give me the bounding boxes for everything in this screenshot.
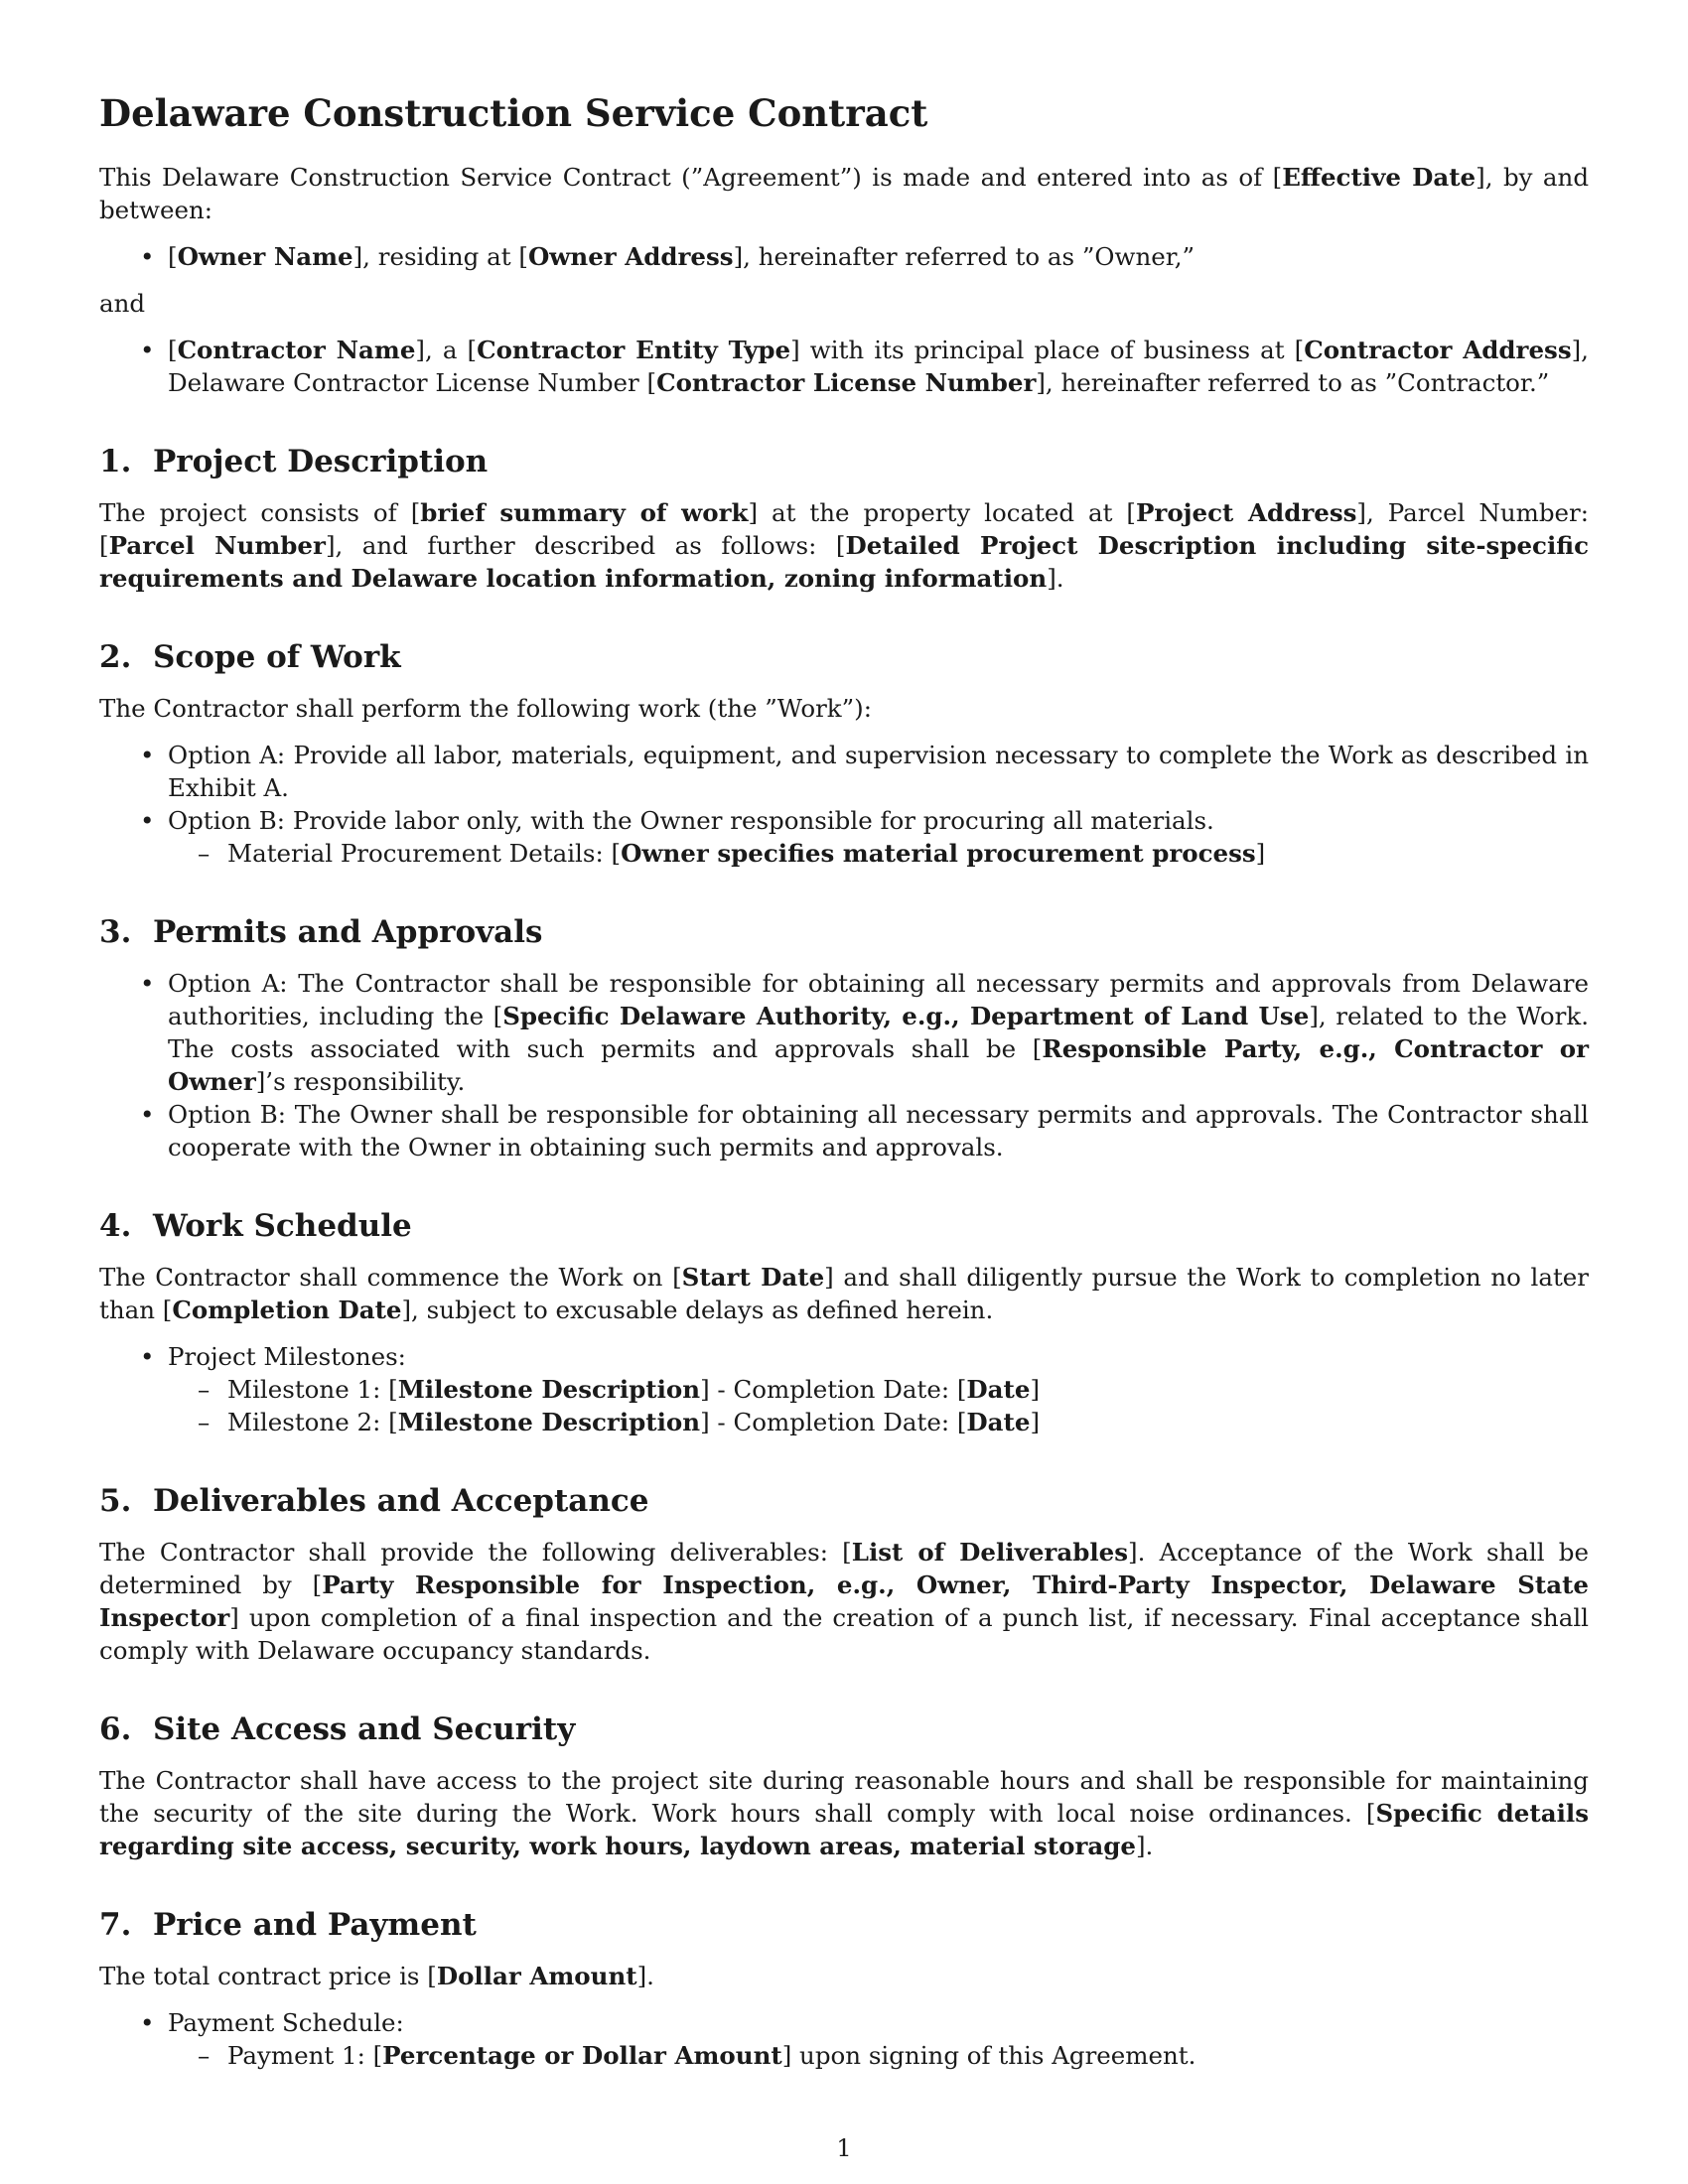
material-procurement-item: – Material Procurement Details: [Owner specifies material procurement process] <box>227 837 1589 870</box>
section-4-list <box>99 1340 1589 1438</box>
owner-list <box>99 240 1589 273</box>
contractor-list <box>99 334 1589 399</box>
payment-schedule-sublist <box>168 2039 1589 2072</box>
placeholder-completion-date: Completion Date <box>172 1296 402 1324</box>
placeholder-delaware-authority: Specific Delaware Authority, e.g., Department of Land Use <box>502 1002 1310 1030</box>
placeholder-payment-1-amount: Percentage or Dollar Amount <box>382 2041 782 2070</box>
placeholder-inspection-party: Party Responsible for Inspection, e.g., Owner, Third-Party Inspector, Delaware State Inspector <box>99 1570 1589 1632</box>
owner-party-item: • [Owner Name], residing at [Owner Address], hereinafter referred to as ”Owner,” <box>168 240 1589 273</box>
intro-paragraph: This Delaware Construction Service Contract (”Agreement”) is made and entered into as of [Effective Date], by and between: <box>99 163 1589 224</box>
placeholder-owner-name: Owner Name <box>177 242 353 271</box>
document-page <box>99 91 1589 2072</box>
section-7-paragraph: The total contract price is [Dollar Amount]. <box>99 1962 654 1990</box>
document-title: Delaware Construction Service Contract <box>99 91 928 135</box>
placeholder-milestone-2-description: Milestone Description <box>397 1408 701 1436</box>
page-number: 1 <box>836 2134 852 2162</box>
permits-option-b: • Option B: The Owner shall be responsible for obtaining all necessary permits and approvals. The Contractor shall cooperate with the Owner in obtaining such permits and approvals. <box>168 1098 1589 1163</box>
placeholder-milestone-1-description: Milestone Description <box>397 1375 701 1404</box>
placeholder-owner-address: Owner Address <box>527 242 734 271</box>
milestone-2-item: – Milestone 2: [Milestone Description] - Completion Date: [Date] <box>227 1406 1589 1438</box>
section-5-paragraph: The Contractor shall provide the following deliverables: [List of Deliverables]. Acceptance of the Work shall be determined by [Party Responsible for Inspection, e.g., Owner, Third-Party Inspector, Delaware State Inspector] upon completion of a final inspection and the creation of a punch list, if necessary. Final acceptance shall comply with Delaware occupancy standards. <box>99 1538 1589 1665</box>
scope-option-b: • Option B: Provide labor only, with the Owner responsible for procuring all materials. – Material Procurement Details: [Owner specifies material procurement process] <box>168 804 1589 870</box>
project-milestones-item: • Project Milestones: – Milestone 1: [Milestone Description] - Completion Date: [Date] – Milestone 2: [Milestone Description] - Completion Date: [Date] <box>168 1340 1589 1438</box>
section-3-options <box>99 967 1589 1163</box>
section-4-heading: 4. Work Schedule <box>99 1208 412 1244</box>
scope-option-b-sublist <box>168 837 1589 870</box>
placeholder-site-access-details: Specific details regarding site access, security, work hours, laydown areas, material storage <box>99 1799 1589 1860</box>
section-6-paragraph: The Contractor shall have access to the project site during reasonable hours and shall be responsible for maintaining the security of the site during the Work. Work hours shall comply with local noise ordinances. [Specific details regarding site access, security, work hours, laydown areas, material storage]. <box>99 1766 1589 1860</box>
milestone-1-item: – Milestone 1: [Milestone Description] - Completion Date: [Date] <box>227 1373 1589 1406</box>
placeholder-contractor-entity-type: Contractor Entity Type <box>477 336 791 364</box>
and-connector: and <box>99 289 146 318</box>
placeholder-start-date: Start Date <box>681 1263 825 1292</box>
scope-option-a: • Option A: Provide all labor, materials, equipment, and supervision necessary to complete the Work as described in Exhibit A. <box>168 739 1589 804</box>
placeholder-milestone-1-date: Date <box>966 1375 1031 1404</box>
section-6-heading: 6. Site Access and Security <box>99 1711 576 1747</box>
milestones-sublist <box>168 1373 1589 1438</box>
section-7-list <box>99 2006 1589 2072</box>
placeholder-dollar-amount: Dollar Amount <box>436 1962 637 1990</box>
section-1-heading: 1. Project Description <box>99 444 489 479</box>
section-1-paragraph: The project consists of [brief summary of work] at the property located at [Project Address], Parcel Number: [Parcel Number], and further described as follows: [Detailed Project Description including site-specific requirements and Delaware location information, zoning information]. <box>99 498 1590 593</box>
placeholder-list-of-deliverables: List of Deliverables <box>851 1538 1129 1567</box>
permits-option-a: • Option A: The Contractor shall be responsible for obtaining all necessary permits and approvals from Delaware authorities, including the [Specific Delaware Authority, e.g., Department of Land Use], related to the Work. The costs associated with such permits and approvals shall be [Responsible Party, e.g., Contractor or Owner]’s responsibility. <box>168 967 1589 1098</box>
contractor-party-item: • [Contractor Name], a [Contractor Entity Type] with its principal place of business at [Contractor Address], Delaware Contractor License Number [Contractor License Number], hereinafter referred to as ”Contractor.” <box>168 334 1589 399</box>
placeholder-detailed-description: Detailed Project Description including site-specific requirements and Delaware location information, zoning information <box>99 531 1590 593</box>
placeholder-contractor-name: Contractor Name <box>177 336 416 364</box>
payment-1-item: – Payment 1: [Percentage or Dollar Amount] upon signing of this Agreement. <box>227 2039 1589 2072</box>
placeholder-material-procurement: Owner specifies material procurement process <box>621 839 1256 868</box>
payment-schedule-item: • Payment Schedule: – Payment 1: [Percentage or Dollar Amount] upon signing of this Agreement. <box>168 2006 1589 2072</box>
placeholder-effective-date: Effective Date <box>1282 163 1477 192</box>
placeholder-responsible-party: Responsible Party, e.g., Contractor or Owner <box>168 1034 1589 1096</box>
section-2-intro: The Contractor shall perform the following work (the ”Work”): <box>99 694 872 723</box>
section-4-paragraph: The Contractor shall commence the Work on [Start Date] and shall diligently pursue the Work to completion no later than [Completion Date], subject to excusable delays as defined herein. <box>99 1263 1589 1324</box>
section-5-heading: 5. Deliverables and Acceptance <box>99 1483 649 1519</box>
placeholder-project-address: Project Address <box>1136 498 1357 527</box>
placeholder-contractor-address: Contractor Address <box>1304 336 1572 364</box>
section-3-heading: 3. Permits and Approvals <box>99 914 543 950</box>
placeholder-contractor-license-number: Contractor License Number <box>656 368 1037 397</box>
section-7-heading: 7. Price and Payment <box>99 1907 477 1943</box>
placeholder-milestone-2-date: Date <box>966 1408 1031 1436</box>
section-2-heading: 2. Scope of Work <box>99 639 401 675</box>
section-2-options <box>99 739 1589 870</box>
placeholder-parcel-number: Parcel Number <box>108 531 326 560</box>
placeholder-brief-summary: brief summary of work <box>420 498 749 527</box>
